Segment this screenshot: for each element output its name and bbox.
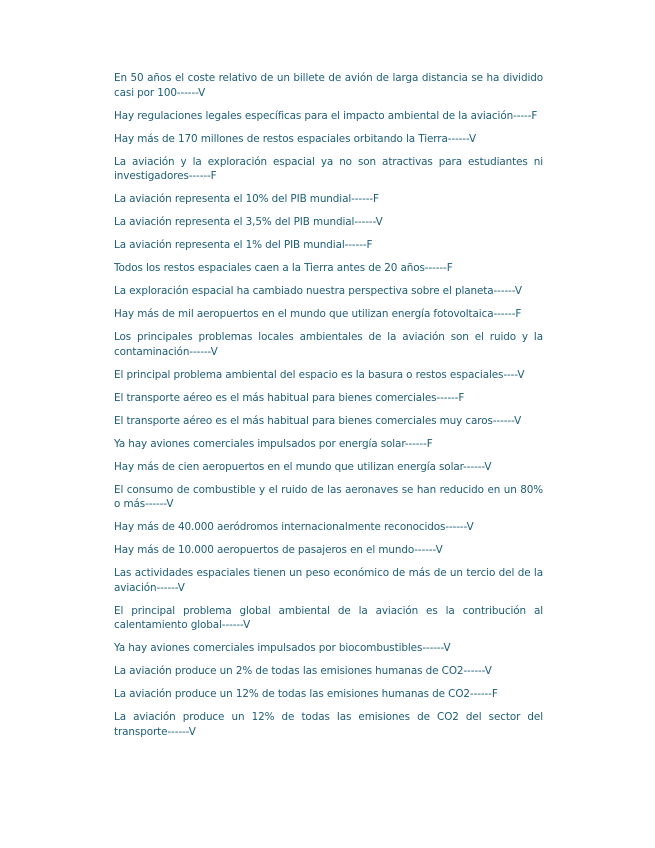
statement-2: Hay regulaciones legales específicas para el impacto ambiental de la aviación-----F: [114, 109, 538, 122]
statement-20: Las actividades espaciales tienen un peso económico de más de un tercio del de la aviación------V: [114, 567, 543, 594]
statement-3: Hay más de 170 millones de restos espaciales orbitando la Tierra------V: [114, 132, 477, 145]
statement-18: Hay más de 40.000 aeródromos internacionalmente reconocidos------V: [114, 521, 474, 534]
statement-11: Los principales problemas locales ambientales de la aviación son el ruido y la contaminación------V: [114, 331, 543, 358]
statement-6: La aviación representa el 3,5% del PIB mundial------V: [114, 216, 383, 229]
statement-21: El principal problema global ambiental de la aviación es la contribución al calentamiento global------V: [114, 604, 543, 632]
statement-16: Hay más de cien aeropuertos en el mundo que utilizan energía solar------V: [114, 460, 492, 473]
statement-14: El transporte aéreo es el más habitual para bienes comerciales muy caros------V: [114, 414, 522, 427]
statement-13: El transporte aéreo es el más habitual para bienes comerciales------F: [114, 391, 465, 404]
statement-10: Hay más de mil aeropuertos en el mundo que utilizan energía fotovoltaica------F: [114, 308, 522, 321]
statement-19: Hay más de 10.000 aeropuertos de pasajeros en el mundo------V: [114, 544, 443, 557]
statement-22: Ya hay aviones comerciales impulsados por biocombustibles------V: [114, 642, 451, 655]
statement-4: La aviación y la exploración espacial ya no son atractivas para estudiantes ni investigadores------F: [114, 155, 543, 183]
statement-23: La aviación produce un 2% de todas las emisiones humanas de CO2------V: [114, 665, 492, 678]
statement-15: Ya hay aviones comerciales impulsados por energía solar------F: [114, 437, 433, 450]
statement-1: En 50 años el coste relativo de un billete de avión de larga distancia se ha dividido casi por 100------V: [114, 72, 543, 99]
statement-25: La aviación produce un 12% de todas las emisiones de CO2 del sector del transporte------V: [114, 711, 543, 738]
statement-list: [114, 71, 543, 748]
statement-24: La aviación produce un 12% de todas las emisiones humanas de CO2------F: [114, 688, 498, 701]
statement-17: El consumo de combustible y el ruido de las aeronaves se han reducido en un 80% o más------V: [114, 483, 543, 511]
statement-9: La exploración espacial ha cambiado nuestra perspectiva sobre el planeta------V: [114, 285, 522, 298]
statement-7: La aviación representa el 1% del PIB mundial------F: [114, 239, 373, 252]
statement-5: La aviación representa el 10% del PIB mundial------F: [114, 193, 379, 206]
statement-12: El principal problema ambiental del espacio es la basura o restos espaciales----V: [114, 368, 525, 381]
statement-8: Todos los restos espaciales caen a la Tierra antes de 20 años------F: [114, 262, 453, 275]
